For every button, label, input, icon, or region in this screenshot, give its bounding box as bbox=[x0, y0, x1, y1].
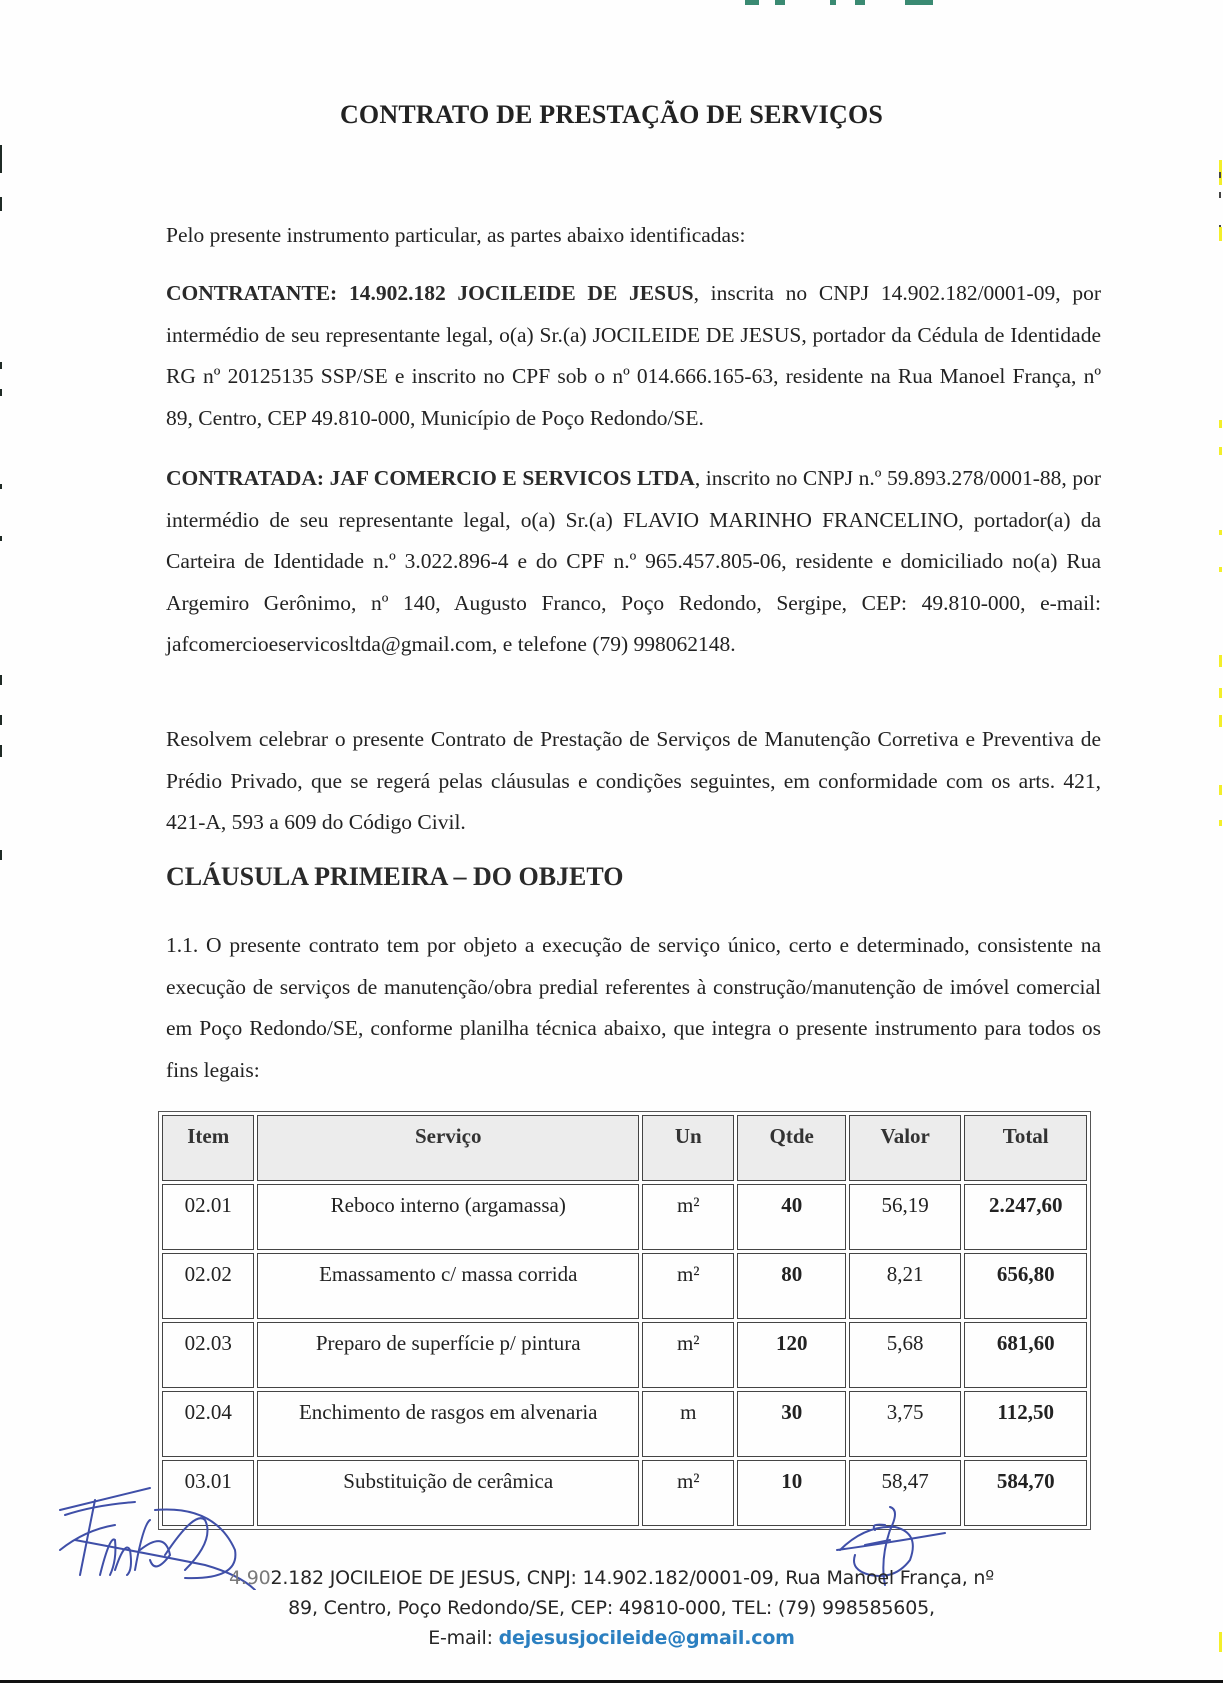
footer-email-link[interactable]: dejesusjocileide@gmail.com bbox=[498, 1627, 795, 1649]
cell-qtde: 120 bbox=[737, 1322, 845, 1388]
table-row bbox=[162, 1391, 1087, 1457]
table-row bbox=[162, 1460, 1087, 1526]
header-qtde: Qtde bbox=[737, 1115, 845, 1181]
cell-valor: 3,75 bbox=[849, 1391, 961, 1457]
footer-line-3 bbox=[0, 1623, 1223, 1653]
table-row bbox=[162, 1322, 1087, 1388]
scan-mark bbox=[0, 145, 2, 173]
cell-servico: Emassamento c/ massa corrida bbox=[257, 1253, 639, 1319]
cell-servico: Preparo de superfície p/ pintura bbox=[257, 1322, 639, 1388]
scan-mark bbox=[830, 0, 836, 5]
cell-valor: 8,21 bbox=[849, 1253, 961, 1319]
scan-mark bbox=[1219, 820, 1222, 826]
cell-un: m² bbox=[642, 1460, 734, 1526]
scan-mark bbox=[775, 0, 785, 5]
contratante-text: , inscrita no CNPJ 14.902.182/0001-09, por intermédio de seu representante legal, o(a) Sr.(a) JOCILEIDE DE JESUS, portador da Cédula de Identidade RG nº 20125135 SSP/SE e inscrito no CPF sob o nº 014.666.165-63, residente na Rua Manoel França, nº 89, Centro, CEP 49.810-000, Município de Poço Redondo/SE. bbox=[166, 281, 1101, 430]
cell-total: 656,80 bbox=[964, 1253, 1087, 1319]
scan-mark bbox=[1219, 172, 1221, 178]
cell-valor: 5,68 bbox=[849, 1322, 961, 1388]
table-row bbox=[162, 1184, 1087, 1250]
cell-un: m² bbox=[642, 1253, 734, 1319]
scan-mark bbox=[1219, 655, 1222, 667]
clausula-primeira-heading: CLÁUSULA PRIMEIRA – DO OBJETO bbox=[166, 862, 624, 891]
contratada-label: CONTRATADA: JAF COMERCIO E SERVICOS LTDA bbox=[166, 466, 695, 490]
header-item: Item bbox=[162, 1115, 254, 1181]
cell-total: 681,60 bbox=[964, 1322, 1087, 1388]
scan-mark bbox=[905, 0, 933, 5]
table-header-row bbox=[162, 1115, 1087, 1181]
scan-mark bbox=[0, 197, 2, 211]
scan-mark bbox=[0, 675, 2, 685]
footer-line-1-prefix: 4.90 bbox=[229, 1567, 271, 1589]
scan-mark bbox=[0, 362, 2, 369]
cell-total: 584,70 bbox=[964, 1460, 1087, 1526]
cell-item: 02.02 bbox=[162, 1253, 254, 1319]
scan-mark bbox=[1219, 530, 1222, 535]
scan-mark bbox=[745, 0, 759, 5]
scan-mark bbox=[1219, 420, 1222, 428]
footer-line-1 bbox=[0, 1563, 1223, 1593]
scan-mark bbox=[0, 715, 2, 725]
scan-mark bbox=[1219, 785, 1222, 795]
cell-valor: 58,47 bbox=[849, 1460, 961, 1526]
cell-item: 02.04 bbox=[162, 1391, 254, 1457]
scan-mark bbox=[1219, 567, 1222, 572]
clausula-1-1-paragraph: 1.1. O presente contrato tem por objeto a execução de serviço único, certo e determinado, consistente na execução de serviços de manutenção/obra predial referentes à construção/manutenção de imóvel comercial em Poço Redondo/SE, conforme planilha técnica abaixo, que integra o presente instrumento para todos os fins legais: bbox=[166, 933, 1101, 1082]
cell-total: 112,50 bbox=[964, 1391, 1087, 1457]
scan-mark bbox=[1219, 715, 1222, 727]
cell-un: m² bbox=[642, 1184, 734, 1250]
cell-servico: Substituição de cerâmica bbox=[257, 1460, 639, 1526]
table-row bbox=[162, 1253, 1087, 1319]
contratante-paragraph bbox=[166, 273, 1101, 439]
contratada-text: , inscrito no CNPJ n.º 59.893.278/0001-88, por intermédio de seu representante legal, o(a) Sr.(a) FLAVIO MARINHO FRANCELINO, portador(a) da Carteira de Identidade n.º 3.022.896-4 e do CPF n.º 965.457.805-06, residente e domiciliado no(a) Rua Argemiro Gerônimo, nº 140, Augusto Franco, Poço Redondo, Sergipe, CEP: 49.810-000, e-mail: jafcomercioeservicosltda@gmail.com, e telefone (79) 998062148. bbox=[166, 466, 1102, 656]
cell-qtde: 30 bbox=[737, 1391, 845, 1457]
cell-valor: 56,19 bbox=[849, 1184, 961, 1250]
scan-mark bbox=[0, 850, 2, 860]
scan-mark bbox=[1219, 447, 1222, 455]
header-servico: Serviço bbox=[257, 1115, 639, 1181]
cell-item: 02.01 bbox=[162, 1184, 254, 1250]
scan-mark bbox=[1219, 688, 1222, 698]
scan-mark bbox=[0, 536, 2, 541]
footer-line-2: 89, Centro, Poço Redondo/SE, CEP: 49810-000, TEL: (79) 998585605, bbox=[288, 1597, 935, 1619]
scan-mark bbox=[0, 389, 2, 396]
cell-item: 02.03 bbox=[162, 1322, 254, 1388]
cell-un: m² bbox=[642, 1322, 734, 1388]
scan-mark bbox=[0, 484, 2, 489]
scan-mark bbox=[855, 0, 865, 5]
intro-paragraph: Pelo presente instrumento particular, as partes abaixo identificadas: bbox=[166, 223, 746, 247]
footer-line-1-text: 2.182 JOCILEIOE DE JESUS, CNPJ: 14.902.182/0001-09, Rua Manoel França, nº bbox=[270, 1567, 994, 1589]
contratada-paragraph bbox=[166, 458, 1101, 666]
resolvem-paragraph: Resolvem celebrar o presente Contrato de Prestação de Serviços de Manutenção Corretiva e Preventiva de Prédio Privado, que se regerá pelas cláusulas e condições seguintes, em conformidade com os arts. 421, 421-A, 593 a 609 do Código Civil. bbox=[166, 727, 1101, 834]
scan-mark bbox=[1219, 227, 1222, 241]
cell-servico: Enchimento de rasgos em alvenaria bbox=[257, 1391, 639, 1457]
cell-total: 2.247,60 bbox=[964, 1184, 1087, 1250]
cell-item: 03.01 bbox=[162, 1460, 254, 1526]
cell-un: m bbox=[642, 1391, 734, 1457]
scan-mark bbox=[0, 745, 2, 757]
services-table bbox=[158, 1111, 1091, 1530]
cell-servico: Reboco interno (argamassa) bbox=[257, 1184, 639, 1250]
contratante-label: CONTRATANTE: 14.902.182 JOCILEIDE DE JESUS bbox=[166, 281, 694, 305]
cell-qtde: 80 bbox=[737, 1253, 845, 1319]
header-valor: Valor bbox=[849, 1115, 961, 1181]
header-un: Un bbox=[642, 1115, 734, 1181]
cell-qtde: 10 bbox=[737, 1460, 845, 1526]
document-title: CONTRATO DE PRESTAÇÃO DE SERVIÇOS bbox=[339, 100, 884, 129]
scan-mark bbox=[1219, 192, 1221, 198]
footer-email-label: E-mail: bbox=[428, 1627, 499, 1649]
footer-letterhead bbox=[0, 1563, 1223, 1653]
cell-qtde: 40 bbox=[737, 1184, 845, 1250]
header-total: Total bbox=[964, 1115, 1087, 1181]
